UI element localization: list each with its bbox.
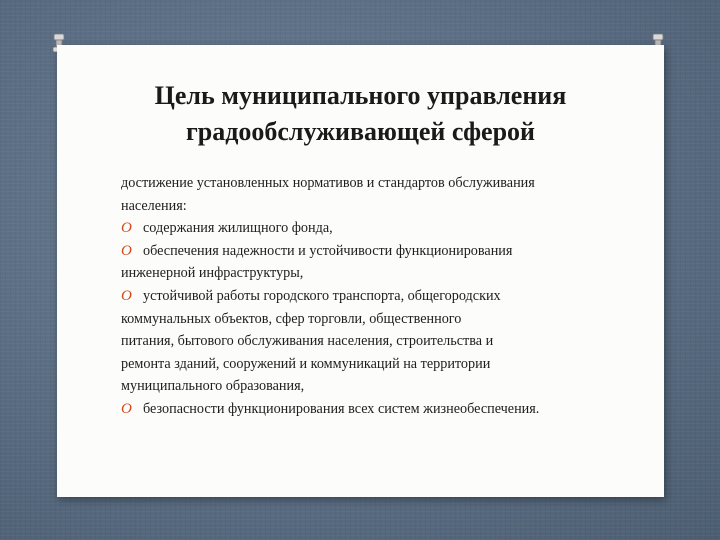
bullet-marker: O — [121, 242, 132, 259]
slide-title-line-1: Цель муниципального управления — [154, 81, 567, 110]
body-line — [121, 330, 621, 353]
body-line-text: устойчивой работы городского транспорта, общегородских — [143, 287, 501, 304]
bullet-item — [121, 398, 621, 421]
body-line-text: питания, бытового обслуживания населения, строительства и — [121, 333, 494, 350]
bullet-item — [121, 285, 621, 308]
slide-body — [121, 172, 621, 421]
body-line-text: коммунальных объектов, сфер торговли, общественного — [121, 310, 462, 327]
body-line-text: муниципального образования, — [121, 378, 305, 395]
body-line-text: достижение установленных нормативов и стандартов обслуживания — [121, 175, 535, 191]
body-line — [121, 308, 621, 331]
body-line-text: безопасности функционирования всех систем жизнеобеспечения. — [143, 400, 540, 417]
body-line — [121, 262, 621, 285]
body-line-text: инженерной инфраструктуры, — [121, 265, 304, 282]
body-line-text: ремонта зданий, сооружений и коммуникаций на территории — [121, 355, 491, 372]
body-line-text: населения: — [121, 197, 187, 214]
body-line — [121, 172, 621, 195]
body-line — [121, 375, 621, 398]
slide-title — [57, 78, 664, 150]
body-line-text: содержания жилищного фонда, — [143, 220, 333, 237]
bullet-item — [121, 240, 621, 263]
bullet-marker: O — [121, 287, 132, 304]
bullet-marker: O — [121, 400, 132, 417]
bullet-item — [121, 217, 621, 240]
body-line-text: обеспечения надежности и устойчивости функционирования — [143, 242, 513, 259]
body-line — [121, 195, 621, 218]
slide-title-line-2: градообслуживающей сферой — [185, 117, 536, 146]
body-line — [121, 353, 621, 376]
bullet-marker: O — [121, 220, 132, 237]
